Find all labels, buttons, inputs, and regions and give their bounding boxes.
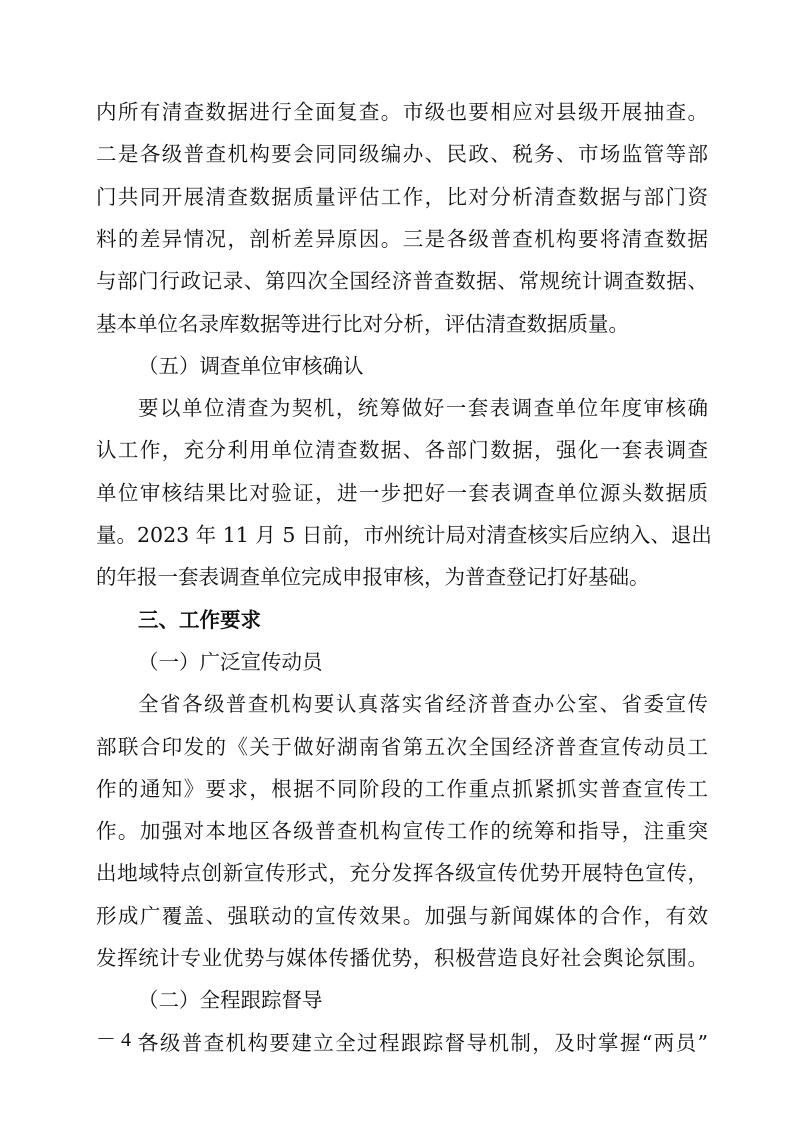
- body-text-line: 料的差异情况，剖析差异原因。三是各级普查机构要将清查数据: [96, 227, 708, 251]
- body-text-line: 的年报一套表调查单位完成申报审核，为普查登记打好基础。: [96, 565, 650, 589]
- body-text-line: 基本单位名录库数据等进行比对分析，评估清查数据质量。: [96, 312, 629, 336]
- body-text-line: 各级普查机构要建立全过程跟踪督导机制，及时掌握“两员”: [138, 1031, 708, 1055]
- body-text-line: 二是各级普查机构要会同同级编办、民政、税务、市场监管等部: [96, 142, 708, 166]
- body-text-line: 认工作，充分利用单位清查数据、各部门数据，强化一套表调查: [96, 438, 708, 462]
- body-text-line: 内所有清查数据进行全面复查。市级也要相应对县级开展抽查。: [96, 100, 708, 124]
- body-text-line: 出地域特点创新宣传形式，充分发挥各级宣传优势开展特色宣传，: [96, 861, 708, 885]
- body-text-line: 与部门行政记录、第四次全国经济普查数据、常规统计调查数据、: [96, 269, 708, 293]
- body-text-line: 作。加强对本地区各级普查机构宣传工作的统筹和指导，注重突: [96, 819, 708, 843]
- body-text-line: 单位审核结果比对验证，进一步把好一套表调查单位源头数据质: [96, 481, 708, 505]
- subsection-heading-1: （一）广泛宣传动员: [138, 650, 323, 674]
- body-text-line: 作的通知》要求，根据不同阶段的工作重点抓紧抓实普查宣传工: [96, 777, 708, 801]
- subsection-heading-5: （五）调查单位审核确认: [138, 354, 364, 378]
- page-number: － 4 －: [96, 1029, 156, 1051]
- subsection-heading-2: （二）全程跟踪督导: [138, 988, 323, 1012]
- body-text-line: 门共同开展清查数据质量评估工作，比对分析清查数据与部门资: [96, 185, 708, 209]
- section-heading-3: 三、工作要求: [138, 608, 261, 632]
- body-text-line: 量。2023 年 11 月 5 日前，市州统计局对清查核实后应纳入、退出: [96, 523, 712, 547]
- body-text-line: 全省各级普查机构要认真落实省经济普查办公室、省委宣传: [138, 692, 708, 716]
- body-text-line: 部联合印发的《关于做好湖南省第五次全国经济普查宣传动员工: [96, 735, 708, 759]
- body-text-line: 形成广覆盖、强联动的宣传效果。加强与新闻媒体的合作，有效: [96, 904, 708, 928]
- body-text-line: 发挥统计专业优势与媒体传播优势，积极营造良好社会舆论氛围。: [96, 946, 708, 970]
- body-text-line: 要以单位清查为契机，统筹做好一套表调查单位年度审核确: [138, 396, 708, 420]
